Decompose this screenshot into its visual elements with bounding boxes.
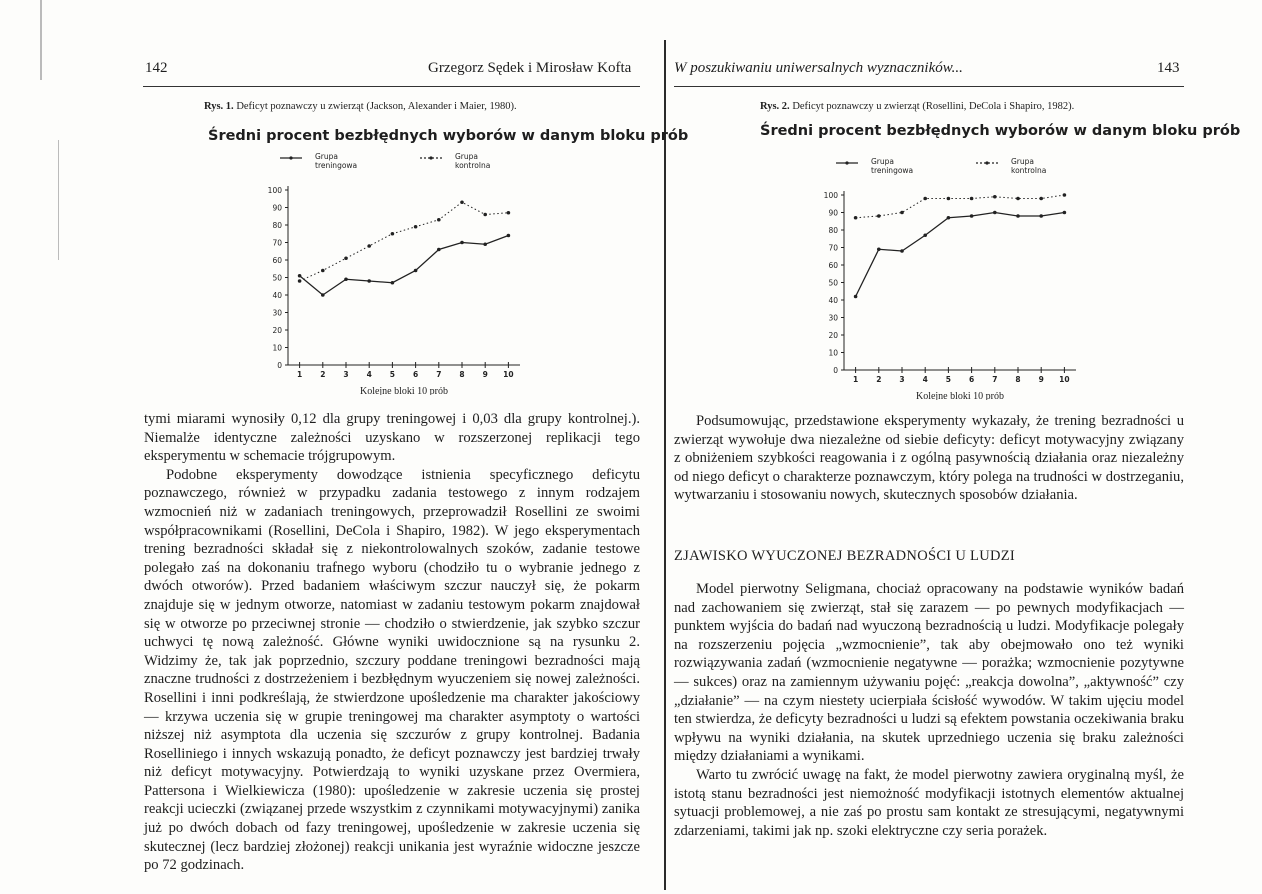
y-tick-label: 0 [277, 361, 282, 370]
legend-label: Grupa [1011, 157, 1035, 166]
chart-figure-1 [250, 150, 550, 395]
legend-marker [289, 156, 292, 159]
data-point-training [367, 279, 371, 283]
data-point-control [507, 211, 511, 215]
x-tick-label: 9 [1038, 375, 1044, 384]
y-tick-label: 50 [272, 273, 282, 283]
x-tick-label: 10 [1059, 375, 1070, 384]
data-point-control [321, 269, 325, 273]
body-text [674, 580, 1184, 840]
x-tick-label: 5 [389, 370, 396, 379]
running-head: Grzegorz Sędek i Mirosław Kofta [428, 60, 632, 76]
x-tick-label: 4 [366, 370, 372, 379]
header-rule [143, 86, 640, 87]
body-text [144, 410, 640, 875]
y-tick-label: 80 [828, 226, 838, 235]
series-line-control [300, 202, 509, 281]
data-point-control [1016, 197, 1020, 201]
page-number: 143 [1157, 60, 1180, 76]
data-point-control [344, 256, 348, 260]
legend-marker [429, 156, 432, 159]
y-tick-label: 90 [828, 208, 838, 218]
running-head: W poszukiwaniu uniwersalnych wyznaczników... [674, 60, 963, 76]
data-point-training [1039, 214, 1043, 218]
figure-caption [204, 101, 517, 112]
y-tick-label: 80 [272, 221, 282, 230]
y-tick-label: 90 [272, 203, 282, 213]
data-point-control [947, 197, 951, 201]
data-point-training [344, 277, 348, 281]
y-tick-label: 60 [828, 261, 838, 270]
legend-label: treningowa [315, 161, 358, 170]
legend-marker [845, 161, 848, 164]
data-point-control [437, 218, 441, 222]
data-point-training [507, 234, 511, 238]
series-line-control [856, 195, 1065, 218]
data-point-training [877, 247, 881, 251]
chart-title: Średni procent bezbłędnych wyborów w danym bloku prób [760, 123, 1241, 139]
x-tick-label: 9 [482, 370, 488, 379]
x-tick-label: 8 [459, 370, 465, 379]
x-tick-label: 3 [899, 375, 905, 384]
chart-figure-2 [806, 155, 1106, 400]
x-tick-label: 2 [876, 375, 882, 384]
x-tick-label: 7 [992, 375, 998, 384]
data-point-control [298, 279, 302, 283]
y-tick-label: 100 [267, 186, 282, 195]
data-point-control [367, 244, 371, 248]
y-tick-label: 30 [828, 313, 838, 323]
data-point-control [993, 195, 997, 199]
x-tick-label: 8 [1015, 375, 1021, 384]
x-tick-label: 6 [412, 370, 419, 379]
data-point-training [460, 241, 464, 245]
y-tick-label: 40 [272, 291, 282, 300]
x-axis-label: Kolejne bloki 10 prób [359, 386, 449, 395]
paragraph: Podsumowując, przedstawione eksperymenty wykazały, że trening bezradności u zwierząt wywołuje dwa niezależne od siebie deficyty: deficyt motywacyjny związany z obniżeniem szybkości reagowania i z ogólną pasywnością działania oraz niezależny od niego deficyt o charakterze poznawczym, który polega na trudności w dostrzeganiu, wytwarzaniu i stosowaniu nowych, skutecznych sposobów działania. [674, 413, 1184, 504]
y-tick-label: 10 [828, 348, 838, 358]
figure-caption [760, 101, 1074, 112]
x-tick-label: 1 [296, 370, 303, 379]
data-point-training [854, 295, 858, 299]
data-point-training [298, 274, 302, 278]
y-tick-label: 0 [833, 366, 838, 375]
paragraph: Podobne eksperymenty dowodzące istnienia specyficznego deficytu poznawczego, również w przypadku zadania testowego z innym rodzajem wzmocnień niż w zadaniach treningowych, przeprowadził Rosellini ze swoimi współpracownikami (Rosellini, DeCola i Shapiro, 1982). W jego eksperymentach trening bezradności składał się z niekontrolowalnych szoków, zadanie testowe polegało zaś na dokonaniu trafnego wyboru (chodziło tu o wybranie jednego z dwóch otworów). Przed badaniem właściwym szczur nauczył się, że pokarm znajduje się w jednym otworze, natomiast w zadaniu testowym pokarm znajdował się w otworze po przeciwnej stronie — chodziło o stwierdzenie, jak szybko szczur uchwyci tę nową zależność. Główne wyniki uwidocznione są na rysunku 2. Widzimy że, tak jak poprzednio, szczury poddane treningowi bezradności mają znaczne trudności z dostrzeżeniem i bezbłędnym wyuczeniem się nowej zależności. Rosellini i inni podkreślają, że stwierdzone upośledzenie ma charakter jakościowy — krzywa uczenia się w grupie treningowej ma charakter asymptoty o wartości niższej niż asymptota dla uczenia się szczurów z grupy kontrolnej. Badania Roselliniego i innych wskazują ponadto, że deficyt poznawczy jest bardziej trwały niż deficyt motywacyjny. Potwierdzają to wyniki uzyskane przez Overmiera, Pattersona i Wielkiewicza (1980): upośledzenie w zakresie uczenia się prostej reakcji ucieczki (związanej przede wszystkim z czynnikami motywacyjnymi) zanika już po dwóch dobach od fazy treningowej, upośledzenie w zakresie uczenia się skutecznej (lecz bardziej złożonej) reakcji unikania jest wyraźnie widoczne jeszcze po 72 godzinach. [144, 466, 640, 874]
legend-label: Grupa [455, 152, 479, 161]
data-point-control [854, 216, 858, 220]
y-tick-label: 30 [272, 308, 282, 318]
chart-legend [836, 157, 1046, 175]
paragraph: Warto tu zwrócić uwagę na fakt, że model pierwotny zawiera oryginalną myśl, że istotą stanu bezradności jest niemożność modyfikacji istotnych elementów aktualnej sytuacji problemowej, a nie zaś po prostu sam kontakt ze stresującymi, negatywnymi zdarzeniami, takimi jak np. szoki elektryczne czy seria porażek. [674, 766, 1184, 839]
data-point-training [414, 269, 418, 273]
x-tick-label: 6 [968, 375, 975, 384]
x-tick-label: 1 [852, 375, 859, 384]
figure-caption-text: Deficyt poznawczy u zwierząt (Rosellini, DeCola i Shapiro, 1982). [792, 101, 1075, 112]
x-tick-label: 7 [436, 370, 442, 379]
figure-caption-text: Deficyt poznawczy u zwierząt (Jackson, Alexander i Maier, 1980). [236, 101, 517, 112]
data-point-training [1016, 214, 1020, 218]
right-page [656, 0, 1262, 894]
data-point-control [900, 211, 904, 215]
data-point-training [947, 216, 951, 220]
y-tick-label: 70 [272, 238, 282, 248]
header-rule [674, 86, 1184, 87]
data-point-training [900, 249, 904, 253]
legend-label: treningowa [871, 166, 914, 175]
data-point-control [923, 197, 927, 201]
x-tick-label: 5 [945, 375, 952, 384]
series-line-training [300, 236, 509, 296]
data-point-control [970, 197, 974, 201]
figure-label: Rys. 1. [204, 101, 234, 112]
section-heading: ZJAWISKO WYUCZONEJ BEZRADNOŚCI U LUDZI [674, 548, 1016, 564]
data-point-training [437, 248, 441, 252]
series-line-training [856, 213, 1065, 297]
paragraph: tymi miarami wynosiły 0,12 dla grupy treningowej i 0,03 dla grupy kontrolnej.). Niemalże identyczne zależności uzyskano w rozszerzonej replikacji tego eksperymentu w schemacie trójgrupowym. [144, 411, 640, 465]
data-point-training [970, 214, 974, 218]
chart-legend [280, 152, 490, 170]
y-tick-label: 50 [828, 278, 838, 288]
y-tick-label: 20 [828, 331, 838, 340]
data-point-control [877, 214, 881, 218]
data-point-control [1039, 197, 1043, 201]
y-tick-label: 20 [272, 326, 282, 335]
data-point-training [391, 281, 395, 285]
paragraph: Model pierwotny Seligmana, chociaż opracowany na podstawie wyników badań nad zachowaniem się zwierząt, stał się zarazem — po pewnych modyfikacjach — punktem wyjścia do badań nad wyuczoną bezradnością u ludzi. Modyfikacje polegały na rozszerzeniu pojęcia „wzmocnienie”, tak aby obejmowało ono też wyniki rozwiązywania zadań (wzmocnienie negatywne — porażka; wzmocnienie pozytywne — sukces) oraz na zamiennym używaniu pojęć: „reakcja dowolna”, „aktywność” czy „działanie” — na czym niestety ucierpiała ścisłość wywodów. W takim ujęciu model ten stwierdza, że deficyty bezradności u ludzi są efektem powstania oczekiwania braku wpływu na wyniki działania, na skutek uprzedniego uczenia się braku zależności między działaniami a wynikami. [674, 581, 1184, 765]
data-point-control [460, 200, 464, 204]
x-tick-label: 3 [343, 370, 349, 379]
legend-marker [985, 161, 988, 164]
legend-label: Grupa [315, 152, 339, 161]
data-point-control [414, 225, 418, 229]
chart-title: Średni procent bezbłędnych wyborów w danym bloku prób [208, 128, 689, 144]
data-point-control [483, 213, 487, 217]
data-point-training [1063, 211, 1067, 215]
x-tick-label: 10 [503, 370, 514, 379]
data-point-training [483, 242, 487, 246]
y-tick-label: 10 [272, 343, 282, 353]
data-point-training [923, 233, 927, 237]
figure-label: Rys. 2. [760, 101, 790, 112]
x-tick-label: 2 [320, 370, 326, 379]
legend-label: kontrolna [455, 161, 491, 170]
y-tick-label: 70 [828, 243, 838, 253]
body-text [674, 412, 1184, 505]
data-point-training [993, 211, 997, 215]
y-tick-label: 40 [828, 296, 838, 305]
x-axis-label: Kolejne bloki 10 prób [915, 391, 1005, 400]
data-point-control [1063, 193, 1067, 197]
legend-label: kontrolna [1011, 166, 1047, 175]
y-tick-label: 100 [823, 191, 838, 200]
data-point-training [321, 293, 325, 297]
data-point-control [391, 232, 395, 236]
legend-label: Grupa [871, 157, 895, 166]
y-tick-label: 60 [272, 256, 282, 265]
x-tick-label: 4 [922, 375, 928, 384]
page-number: 142 [145, 60, 168, 76]
